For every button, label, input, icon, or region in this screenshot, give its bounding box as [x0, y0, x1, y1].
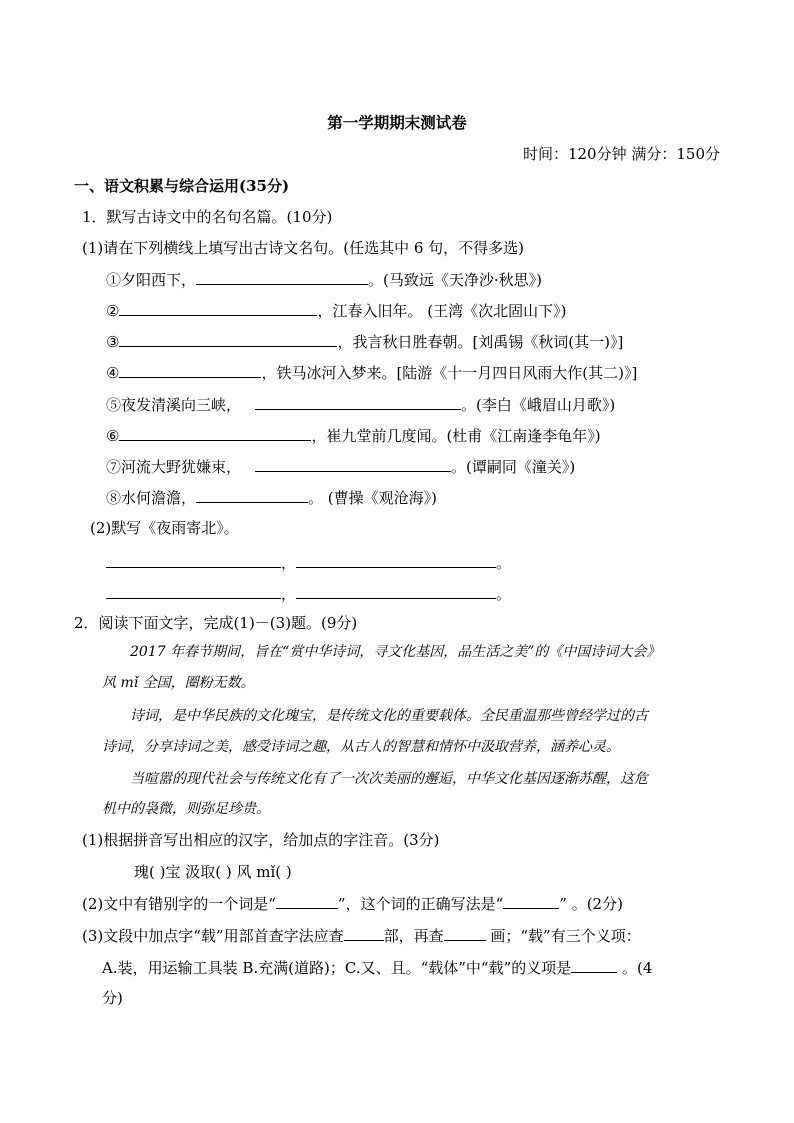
passage-para2a: 诗词，是中华民族的文化瑰宝，是传统文化的重要载体。全民重温那些曾经学过的古	[130, 708, 648, 724]
answer-blank[interactable]	[444, 925, 486, 941]
fill-item-4: ④ ，铁马冰河入梦来。[陆游《十一月四日风雨大作(其二)》]	[106, 364, 638, 382]
passage-para3a: 当喧嚣的现代社会与传统文化有了一次次美丽的邂逅，中华文化基因逐渐苏醒，这危	[130, 771, 648, 787]
answer-blank[interactable]	[119, 300, 317, 316]
question-2-sub3-tail: 分)	[102, 989, 123, 1007]
answer-blank[interactable]	[276, 893, 338, 909]
fill-item-1: ①夕阳西下， 。(马致远《天净沙·秋思》)	[106, 271, 542, 289]
exam-meta: 时间：120分钟 满分：150分	[522, 145, 720, 163]
fill-item-5: ⑤夜发清溪向三峡， 。(李白《峨眉山月歌》)	[106, 396, 616, 414]
answer-blank[interactable]	[106, 583, 281, 599]
page-title: 第一学期期末测试卷	[327, 113, 467, 132]
question-2-sub3-options: A.装，用运输工具装 B.充满(道路)；C.又、且。“载体”中“载”的义项是 。(4	[102, 959, 653, 977]
passage-para2b: 诗词，分享诗词之美，感受诗词之趣，从古人的智慧和情怀中汲取营养，涵养心灵。	[102, 739, 620, 755]
answer-blank[interactable]	[119, 425, 311, 441]
answer-blank[interactable]	[503, 893, 559, 909]
passage-para1b: 风 mǐ 全国，圈粉无数。	[102, 675, 255, 691]
fill-item-2: ② ，江春入旧年。 (王湾《次北固山下》)	[106, 302, 567, 320]
passage-para3b: 机中的袅微，则弥足珍贵。	[102, 801, 270, 817]
fill-item-8: ⑧水何澹澹， 。 (曹操《观沧海》)	[106, 489, 437, 507]
section-heading: 一、语文积累与综合运用(35分)	[74, 177, 290, 195]
answer-blank[interactable]	[255, 394, 461, 410]
answer-blank[interactable]	[296, 583, 496, 599]
question-1-heading: 1．默写古诗文中的名句名篇。(10分)	[82, 208, 333, 226]
question-1-sub2: (2)默写《夜雨寄北》。	[90, 519, 239, 537]
question-2-sub2: (2)文中有错别字的一个词是“ ”，这个词的正确写法是“ ” 。(2分)	[82, 895, 623, 913]
question-1-sub1: (1)请在下列横线上填写出古诗文名句。(任选其中 6 句，不得多选)	[82, 239, 525, 257]
fill-item-7: ⑦河流大野犹嫌束， 。(谭嗣同《潼关》)	[106, 458, 576, 476]
question-2-sub3: (3)文段中加点字“载”用部首查字法应查 部，再查 画；“载”有三个义项：	[82, 927, 641, 945]
answer-blank[interactable]	[119, 331, 337, 347]
question-2-heading: 2．阅读下面文字，完成(1)－(3)题。(9分)	[74, 614, 358, 632]
passage-para1a: 2017 年春节期间，旨在“赏中华诗词，寻文化基因，品生活之美”的《中国诗词大会》	[130, 644, 661, 660]
fill-item-6: ⑥ ，崔九堂前几度闻。(杜甫《江南逢李龟年》)	[106, 427, 601, 445]
fill-item-3: ③ ，我言秋日胜春朝。[刘禹锡《秋词(其一)》]	[106, 333, 624, 351]
answer-blank[interactable]	[255, 456, 451, 472]
question-2-sub1: (1)根据拼音写出相应的汉字，给加点的字注音。(3分)	[82, 831, 440, 849]
question-2-sub1-items: 瑰( )宝 汲取( ) 风 mǐ( )	[134, 863, 292, 881]
answer-blank[interactable]	[344, 925, 384, 941]
answer-blank[interactable]	[196, 487, 308, 503]
poem-line-2: ， 。	[106, 583, 511, 604]
answer-blank[interactable]	[106, 552, 281, 568]
answer-blank[interactable]	[196, 269, 368, 285]
poem-line-1: ， 。	[106, 552, 511, 573]
answer-blank[interactable]	[119, 362, 261, 378]
answer-blank[interactable]	[296, 552, 496, 568]
answer-blank[interactable]	[571, 957, 617, 973]
